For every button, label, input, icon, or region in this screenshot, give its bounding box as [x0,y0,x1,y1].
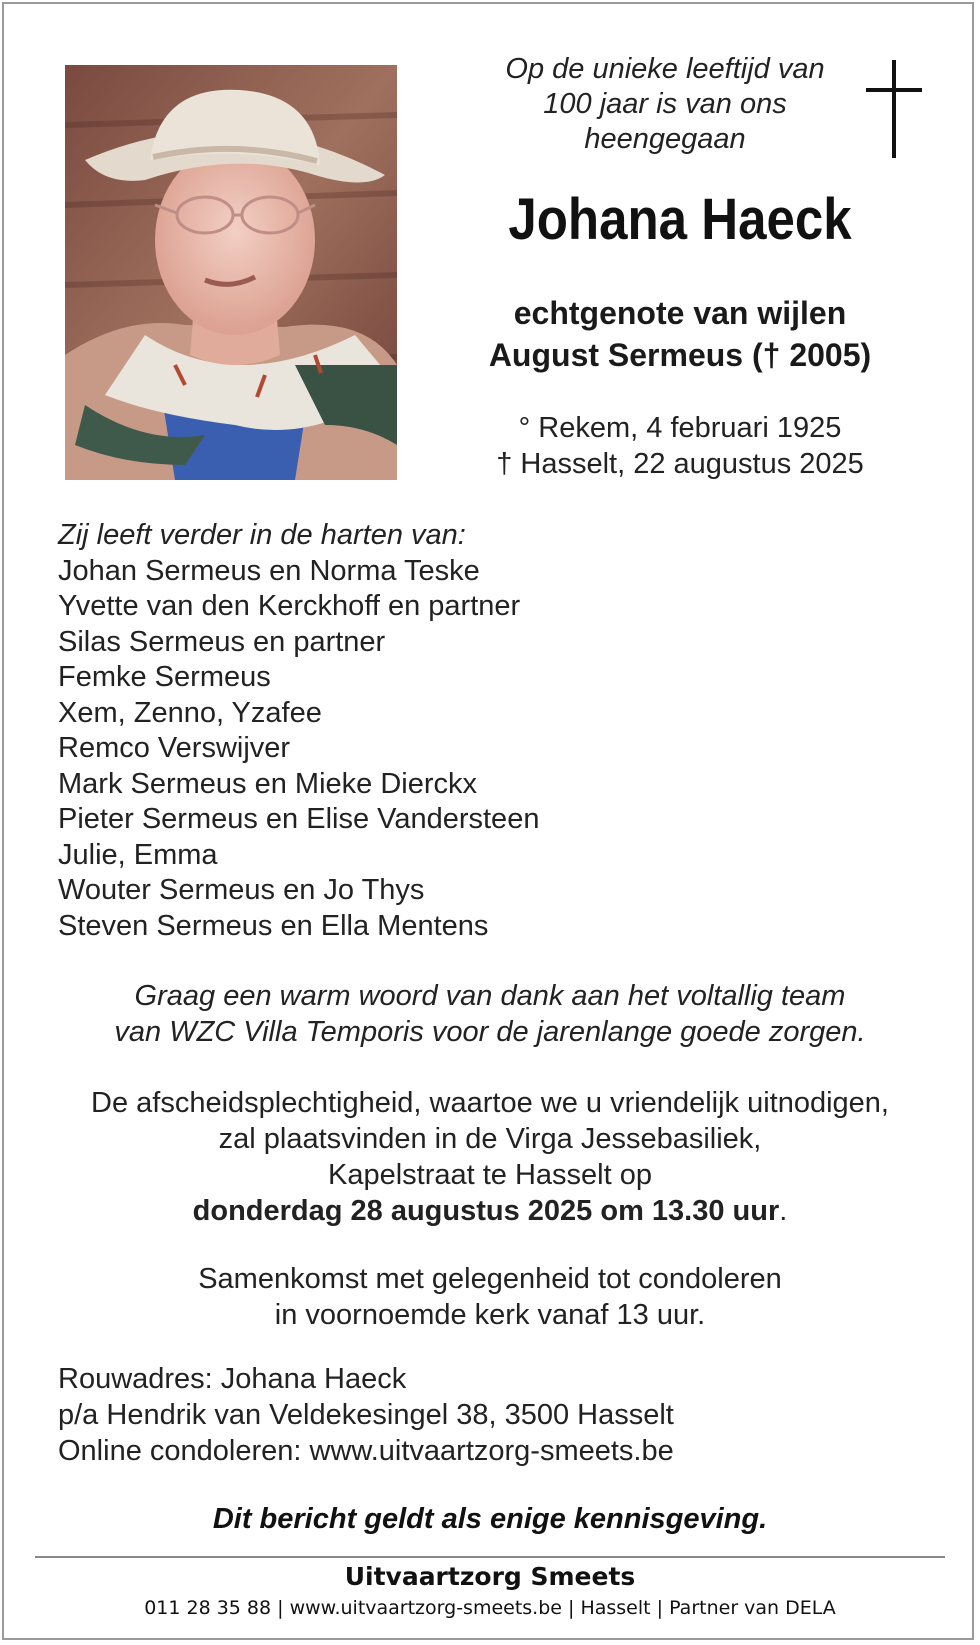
survivor-name: Wouter Sermeus en Jo Thys [58,874,425,906]
address-line: Online condoleren: www.uitvaartzorg-smeets.be [58,1435,674,1467]
survivors-list [58,518,858,944]
gathering-line: Samenkomst met gelegenheid tot condoleren [198,1263,782,1295]
survivor-name: Johan Sermeus en Norma Teske [58,554,480,587]
ceremony-datetime-suffix: . [779,1195,788,1227]
survivor-name: Mark Sermeus en Mieke Dierckx [58,767,477,800]
ceremony-datetime-line [0,1193,980,1229]
survivor-name: Silas Sermeus en partner [58,625,386,658]
life-dates [440,410,920,482]
spouse-line: echtgenote van wijlen [513,295,847,331]
survivors-heading: Zij leeft verder in de harten van: [58,519,466,551]
portrait-illustration [65,65,397,480]
notice-text: Dit bericht geldt als enige kennisgeving. [212,1503,768,1535]
survivor-name: Yvette van den Kerckhoff en partner [58,590,521,622]
mourning-address [58,1361,918,1469]
deceased-name: Johana Haeck [508,187,852,252]
death-date: † Hasselt, 22 augustus 2025 [496,448,864,480]
survivor-name: Remco Verswijver [58,732,291,764]
survivor-name: Femke Sermeus [58,661,271,693]
survivor-name: Pieter Sermeus en Elise Vandersteen [58,803,540,835]
survivor-name: Julie, Emma [58,838,218,871]
gathering-line: in voornoemde kerk vanaf 13 uur. [274,1299,706,1331]
intro-line: heengegaan [584,123,746,155]
intro-line: 100 jaar is van ons [543,88,787,120]
spouse-info [420,292,940,376]
address-line: Rouwadres: Johana Haeck [58,1363,407,1395]
intro-text [440,52,890,157]
thanks-text [0,978,980,1050]
ceremony-line: De afscheidsplechtigheid, waartoe we u vriendelijk uitnodigen, [91,1087,889,1119]
gathering-info [0,1261,980,1333]
address-line: p/a Hendrik van Veldekesingel 38, 3500 Hasselt [58,1399,674,1431]
ceremony-line: zal plaatsvinden in de Virga Jessebasiliek, [218,1123,762,1155]
ceremony-line: Kapelstraat te Hasselt op [327,1159,652,1191]
intro-line: Op de unieke leeftijd van [505,53,825,85]
funeral-home-name: Uitvaartzorg Smeets [344,1562,636,1591]
funeral-home-contact: 011 28 35 88 | www.uitvaartzorg-smeets.be | Hasselt | Partner van DELA [144,1597,836,1619]
thanks-line: Graag een warm woord van dank aan het voltallig team [134,980,846,1012]
spouse-line: August Sermeus († 2005) [488,337,872,373]
ceremony-datetime: donderdag 28 augustus 2025 om 13.30 uur [192,1195,780,1227]
footer-divider [35,1556,945,1558]
portrait-photo [65,65,397,480]
ceremony-info [0,1085,980,1229]
birth-date: ° Rekem, 4 februari 1925 [518,412,842,444]
survivor-name: Xem, Zenno, Yzafee [58,696,322,729]
thanks-line: van WZC Villa Temporis voor de jarenlange goede zorgen. [114,1016,866,1048]
survivor-name: Steven Sermeus en Ella Mentens [58,909,489,942]
